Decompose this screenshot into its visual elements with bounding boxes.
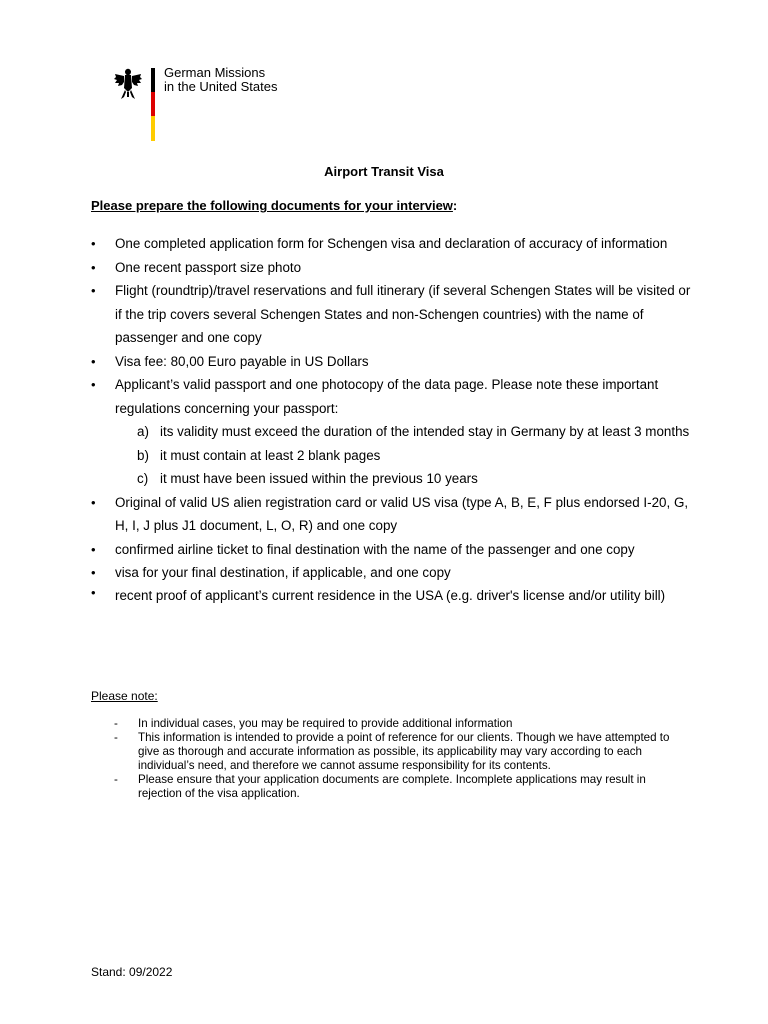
list-item-text: recent proof of applicant’s current residence in the USA (e.g. driver's license and/or utility bill) [115,587,666,603]
list-item-text: visa for your final destination, if applicable, and one copy [115,565,451,580]
list-item-text: One completed application form for Schengen visa and declaration of accuracy of information [115,236,668,251]
note-item: - Please ensure that your application documents are complete. Incomplete applications may result in rejection of the visa application. [114,773,674,801]
list-item [91,491,691,538]
list-item-text: Flight (roundtrip)/travel reservations and full itinerary (if several Schengen States will be visited or if the trip covers several Schengen States and non-Schengen countries) with the name of passenger and one copy [115,283,691,345]
notes-list [114,717,674,801]
list-item [91,279,691,350]
list-item [91,561,691,585]
passport-rule [115,420,691,444]
list-item [91,232,691,256]
section-heading [91,198,457,213]
list-item [91,585,691,604]
required-documents-list [91,232,691,604]
list-item-text: Applicant’s valid passport and one photocopy of the data page. Please note these important regulations concerning your passport: [115,377,659,416]
rule-marker: c) [137,471,149,486]
rule-marker: b) [137,447,149,463]
rule-marker: a) [137,424,149,439]
passport-rule [115,467,691,491]
list-item [91,256,691,280]
note-heading: Please note: [91,689,158,703]
federal-eagle-icon [113,66,143,100]
note-item: - This information is intended to provide a point of reference for our clients. Though we have attempted to give as thorough and accurate information as possible, its applicability may vary according to each individual’s need, and therefore we cannot assume responsibility for its contents. [114,731,674,773]
list-item-text: Visa fee: 80,00 Euro payable in US Dollars [115,353,369,369]
passport-rules-list [115,420,691,491]
page-title: Airport Transit Visa [324,164,444,179]
list-item [91,350,691,374]
passport-rule [115,444,691,468]
section-heading-colon: : [452,198,458,213]
section-heading-text: Please prepare the following documents for your interview [91,198,453,213]
list-item-text: Original of valid US alien registration card or valid US visa (type A, B, E, F plus endorsed I-20, G, H, I, J plus J1 document, L, O, R) and one copy [115,494,689,533]
list-item-text: One recent passport size photo [115,259,302,275]
revision-date: Stand: 09/2022 [91,965,173,979]
org-line-1: German Missions [164,65,266,80]
german-flag-bar [151,68,155,141]
organization-name [164,66,277,94]
note-item: - In individual cases, you may be required to provide additional information [114,717,674,731]
list-item-text: confirmed airline ticket to final destination with the name of the passenger and one copy [115,541,635,557]
list-item [91,538,691,562]
org-line-2: in the United States [164,79,278,94]
rule-text: it must have been issued within the previous 10 years [160,471,478,486]
rule-text: it must contain at least 2 blank pages [160,447,381,463]
list-item [91,373,691,491]
rule-text: its validity must exceed the duration of the intended stay in Germany by at least 3 months [160,424,690,439]
